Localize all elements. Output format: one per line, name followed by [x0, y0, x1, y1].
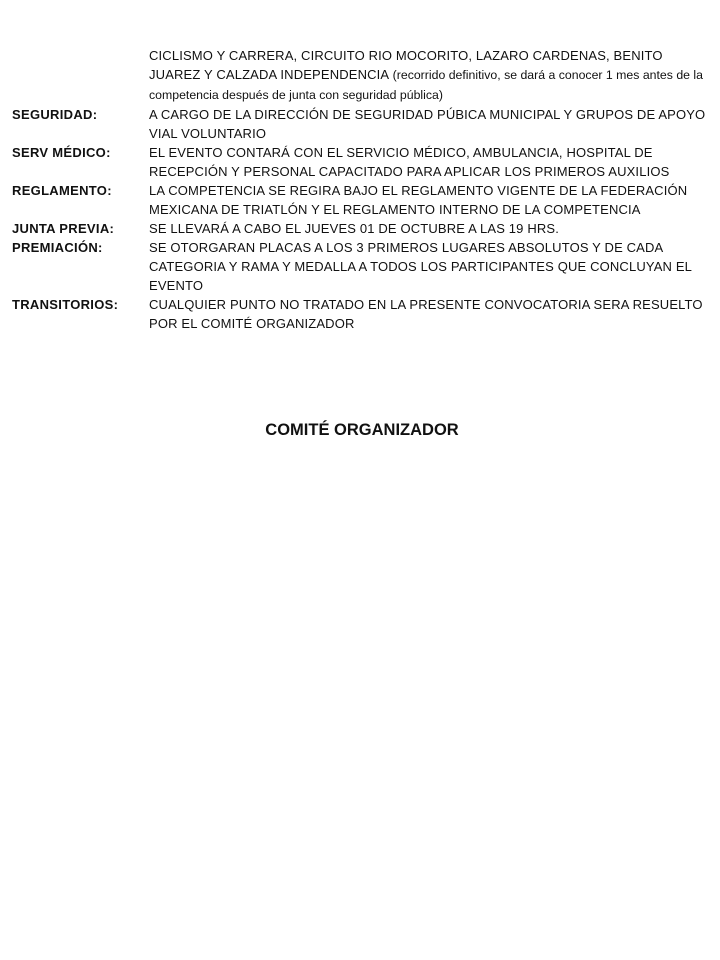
route-text-main: CICLISMO Y CARRERA, CIRCUITO RIO MOCORITO, LAZARO CARDENAS, BENITO JUAREZ Y CALZADA INDEPENDENCIA — [149, 48, 663, 82]
route-label — [12, 46, 149, 105]
awards-text: SE OTORGARAN PLACAS A LOS 3 PRIMEROS LUGARES ABSOLUTOS Y DE CADA CATEGORIA Y RAMA Y MEDALLA A TODOS LOS PARTICIPANTES QUE CONCLUYAN EL EVENTO — [149, 240, 692, 293]
transitory-text: CUALQUIER PUNTO NO TRATADO EN LA PRESENTE CONVOCATORIA SERA RESUELTO POR EL COMITÉ ORGANIZADOR — [149, 297, 703, 331]
medical-row — [12, 143, 712, 181]
rules-text: LA COMPETENCIA SE REGIRA BAJO EL REGLAMENTO VIGENTE DE LA FEDERACIÓN MEXICANA DE TRIATLÓN Y EL REGLAMENTO INTERNO DE LA COMPETENCIA — [149, 183, 688, 217]
security-label: SEGURIDAD: — [12, 107, 98, 122]
medical-label: SERV MÉDICO: — [12, 145, 111, 160]
awards-row — [12, 238, 712, 295]
convocatoria-section — [12, 46, 712, 333]
route-text — [149, 46, 710, 105]
route-row — [12, 46, 712, 105]
organizing-committee-signature: COMITÉ ORGANIZADOR — [265, 421, 459, 439]
rules-row — [12, 181, 712, 219]
awards-label: PREMIACIÓN: — [12, 240, 103, 255]
rules-label: REGLAMENTO: — [12, 183, 112, 198]
medical-text: EL EVENTO CONTARÁ CON EL SERVICIO MÉDICO, AMBULANCIA, HOSPITAL DE RECEPCIÓN Y PERSONAL CAPACITADO PARA APLICAR LOS PRIMEROS AUXILIOS — [149, 145, 670, 179]
route-note: (recorrido definitivo, se dará a conocer 1 mes antes de la competencia después de junta con seguridad pública) — [149, 68, 703, 102]
transitory-row — [12, 295, 712, 333]
meeting-text: SE LLEVARÁ A CABO EL JUEVES 01 DE OCTUBRE A LAS 19 HRS. — [149, 221, 559, 236]
meeting-label: JUNTA PREVIA: — [12, 221, 115, 236]
transitory-label: TRANSITORIOS: — [12, 297, 119, 312]
security-row — [12, 105, 712, 143]
security-text: A CARGO DE LA DIRECCIÓN DE SEGURIDAD PÚBICA MUNICIPAL Y GRUPOS DE APOYO VIAL VOLUNTARIO — [149, 107, 706, 141]
meeting-row — [12, 219, 712, 238]
